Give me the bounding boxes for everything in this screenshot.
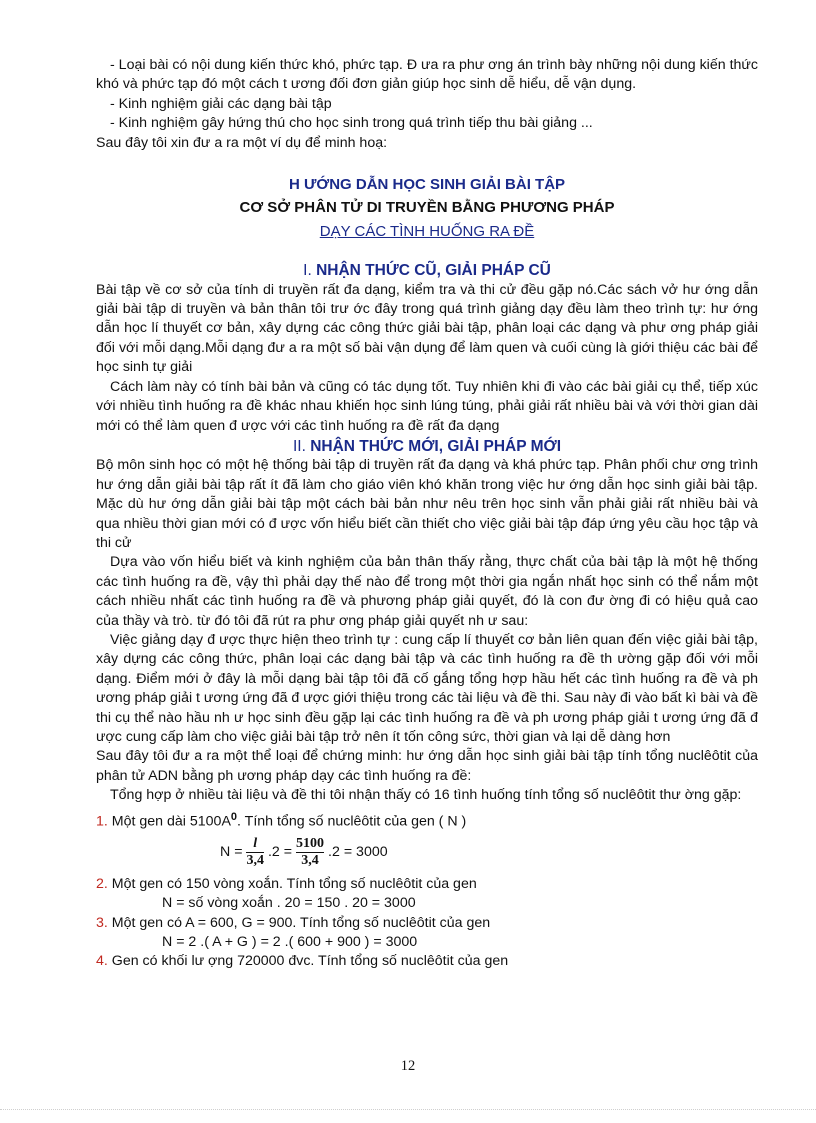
case-number: 4.	[96, 953, 108, 970]
section-2-paragraph-4: Sau đây tôi đư a ra một thể loại để chứng minh: hư ớng dẫn học sinh giải bài tập tính tổng nuclêôtit của phân tử ADN bằng ph ương pháp dạy các tình huống ra đề:	[96, 748, 758, 784]
intro-lead: Sau đây tôi xin đư a ra một ví dụ để minh hoạ:	[96, 134, 388, 151]
section-2-paragraph-1: Bộ môn sinh học có một hệ thống bài tập di truyền rất đa dạng và khá phức tạp. Phân phối chư ơng trình hư ớng dẫn giải bài tập rất ít đã làm cho giáo viên khó khăn trong việc hư ớng dẫn học sinh giải bài tập. Mặc dù hư ớng dẫn giải bài tập một cách bài bản như nêu trên học sinh vẫn phải giải rất nhiều bài và qua nhiều thời gian mới có đ ược vốn hiểu biết cần thiết cho việc giải bài tập đáp ứng yêu cầu học tập và thi cử	[96, 457, 758, 551]
case-number: 3.	[96, 914, 108, 931]
case-item-4	[96, 952, 758, 971]
fraction-numerator: l	[253, 835, 258, 851]
section-1-paragraph-1: Bài tập về cơ sở của tính di truyền rất đa dạng, kiểm tra và thi cử đều gặp nó.Các sách vở hư ớng dẫn giải bài tập di truyền và bản thân tôi trư ớc đây trong quá trình giảng dạy đều làm theo trình tự: hư ớng dẫn học lí thuyết cơ bản, xây dựng các công thức giải bài tập, phân loại các dạng và phư ơng pháp giải đối với mỗi dạng.Mỗi dạng đư a ra một số bài vận dụng để làm quen và cuối cùng là giới thiệu các bài để học sinh tự giải	[96, 281, 758, 376]
case-text: Một gen có 150 vòng xoắn. Tính tổng số nuclêôtit của gen	[111, 875, 477, 892]
case-formula-2: N = số vòng xoắn . 20 = 150 . 20 = 3000	[162, 895, 416, 912]
angstrom-superscript: 0	[230, 810, 238, 823]
section-1-heading	[96, 261, 758, 280]
intro-bullet-2: - Kinh nghiệm giải các dạng bài tập	[110, 95, 332, 112]
case-item-2	[96, 875, 758, 894]
section-1-number: I.	[303, 262, 312, 280]
fraction-numerator: 5100	[296, 835, 325, 851]
section-2-paragraph-3: Việc giảng dạy đ ược thực hiện theo trình tự : cung cấp lí thuyết cơ bản liên quan đến việc giải bài tập, xây dựng các công thức, phân loại các dạng bài tập và các tình huống ra đề th ường gặp đối với mỗi dạng. Điểm mới ở đây là mỗi dạng bài tập tôi đã cố gắng tổng hợp hầu hết các tình huống ra đề và ph ương pháp giải t ương ứng đã đ ược giới thiệu trong các tài liệu và đề thi. Sau này đi vào bất kì bài và đề thi cụ thể nào hầu nh ư học sinh đều gặp lại các tình huống ra đề và ph ương pháp giải t ương ứng đã đ ược cung cấp làm cho việc giải bài tập trở nên ít tốn công sức, thời gian và lại dễ dàng hơn	[96, 631, 759, 745]
equation-result: .2 = 3000	[328, 843, 388, 860]
equation-lhs: N =	[220, 843, 243, 860]
page-bottom-divider	[0, 1109, 816, 1110]
fraction-denominator: 3,4	[246, 852, 264, 868]
title-line-2: CƠ SỞ PHÂN TỬ DI TRUYỀN BẰNG PHƯƠNG PHÁP	[239, 199, 615, 217]
intro-bullet-3: - Kinh nghiệm gây hứng thú cho học sinh trong quá trình tiếp thu bài giảng ...	[110, 115, 593, 132]
section-2-number: II.	[292, 437, 306, 455]
fraction-denominator: 3,4	[296, 852, 324, 869]
section-2-title: NHẬN THỨC MỚI, GIẢI PHÁP MỚI	[310, 437, 562, 455]
section-1-title: NHẬN THỨC CŨ, GIẢI PHÁP CŨ	[316, 262, 551, 280]
equation-length-formula	[96, 836, 758, 869]
section-2-heading	[96, 437, 758, 456]
title-line-3: DẠY CÁC TÌNH HUỐNG RA ĐỀ	[319, 222, 535, 240]
title-line-1: H ƯỚNG DẪN HỌC SINH GIẢI BÀI TẬP	[288, 176, 566, 194]
document-page	[96, 56, 758, 972]
section-2-paragraph-2: Dựa vào vốn hiểu biết và kinh nghiệm của bản thân thấy rằng, thực chất của bài tập là một hệ thống các tình huống ra đề, vậy thì phải dạy thế nào để trong một thời gia ngắn nhất học sinh có thể nắm một cách nhiều nhất các tình huống ra đề và phương pháp giải quyết, đó là con đư ờng đi có hiệu quả cao của thầy và trò. từ đó tôi đã rút ra phư ơng pháp giải quyết nh ư sau:	[96, 554, 758, 629]
case-text: Một gen có A = 600, G = 900. Tính tổng số nuclêôtit của gen	[111, 914, 491, 931]
fraction-l-over-3-4	[246, 836, 264, 869]
case-text-suffix: . Tính tổng số nuclêôtit của gen ( N )	[237, 813, 467, 830]
intro-bullet-1: - Loại bài có nội dung kiến thức khó, phức tạp. Đ ưa ra phư ơng án trình bày những nội dung kiến thức khó và phức tạp đó một cách t ương đối đơn giản giúp học sinh dễ hiểu, dễ vận dụng.	[96, 57, 758, 93]
case-text: Một gen dài 5100A	[111, 813, 231, 830]
case-number: 2.	[96, 875, 108, 892]
case-number: 1.	[96, 813, 108, 830]
case-text: Gen có khối lư ợng 720000 đvc. Tính tổng số nuclêôtit của gen	[111, 953, 509, 970]
equation-middle: .2 =	[267, 843, 293, 860]
section-1-paragraph-2: Cách làm này có tính bài bản và cũng có tác dụng tốt. Tuy nhiên khi đi vào các bài giải cụ thể, tiếp xúc với nhiều tình huống ra đề khác nhau khiến học sinh lúng túng, phải giải rất nhiều bài và với thời gian dài mới có thể làm quen đ ược với các tình huống ra đề rất đa dạng	[96, 378, 758, 434]
fraction-5100-over-3-4	[296, 836, 324, 869]
page-number: 12	[400, 1058, 416, 1074]
case-item-3	[96, 914, 758, 933]
case-item-1	[96, 808, 758, 832]
case-formula-3: N = 2 .( A + G ) = 2 .( 600 + 900 ) = 3000	[162, 933, 418, 950]
section-2-paragraph-5: Tổng hợp ở nhiều tài liệu và đề thi tôi nhận thấy có 16 tình huống tính tổng số nuclêôtit thư ờng gặp:	[110, 787, 742, 804]
